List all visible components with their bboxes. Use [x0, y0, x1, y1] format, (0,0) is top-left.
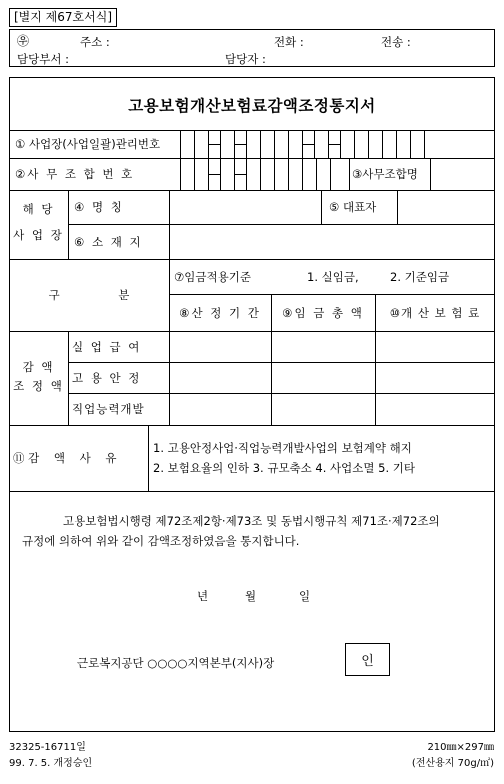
official-seal-box	[345, 643, 390, 676]
date-day-label: 일	[299, 589, 311, 603]
form-number-tag: [별지 제67호서식]	[9, 8, 117, 27]
calculation-period-label: ⑧산 정 기 간	[179, 305, 261, 320]
wage-basis-label: ⑦임금적용기준	[174, 269, 251, 284]
employment-stability-label: 고 용 안 정	[72, 370, 142, 385]
vocational-development-label: 직업능력개발	[72, 402, 145, 416]
reduction-amount-label-2: 조 정 액	[13, 379, 64, 393]
union-name-label: ③사무조합명	[352, 167, 418, 181]
paper-type: (전산용지 70g/㎡)	[411, 758, 494, 769]
business-name-label: ④ 명 칭	[74, 200, 124, 214]
reason-line-1: 1. 고용안정사업·직업능력개발사업의 보험계약 해지	[153, 441, 412, 455]
wage-basis-option-actual: 1. 실임금,	[307, 269, 359, 284]
estimated-premium-label: ⑩개 산 보 험 료	[389, 305, 481, 320]
reduction-reason-label: ⑪ 감 액 사 유	[13, 451, 117, 465]
reason-line-2: 2. 보험요율의 인하 3. 규모축소 4. 사업소멸 5. 기타	[153, 461, 415, 475]
issuer-name: 근로복지공단 ○○○○지역본부(지사)장	[77, 656, 275, 670]
workplace-label-2: 사 업 장	[13, 228, 64, 242]
department-label: 담당부서 :	[17, 52, 69, 66]
notice-text-line-1: 고용보험법시행령 제72조제2항·제73조 및 동법시행규칙 제71조·제72조의	[63, 514, 440, 528]
location-label: ⑥ 소 재 지	[74, 234, 143, 249]
reduction-amount-label: 감 액	[22, 360, 55, 374]
representative-label: ⑤ 대표자	[329, 200, 377, 214]
union-number-label: ②사 무 조 합 번 호	[15, 167, 135, 181]
postal-mark-icon: ㉾	[17, 34, 30, 48]
date-year-label: 년	[197, 589, 209, 603]
paper-size: 210㎜×297㎜	[427, 742, 494, 753]
division-label: 구 분	[48, 288, 130, 302]
approval-note: 99. 7. 5. 개정승인	[9, 758, 93, 769]
management-number-label: ① 사업장(사업일괄)관리번호	[15, 137, 161, 151]
notice-text-line-2: 규정에 의하여 위와 같이 감액조정하였음을 통지합니다.	[22, 534, 300, 548]
phone-label: 전화 :	[274, 35, 304, 49]
total-wage-label: ⑨임 금 총 액	[282, 305, 364, 320]
address-label: 주소 :	[80, 35, 110, 49]
form-code: 32325-16711일	[9, 742, 86, 753]
date-month-label: 월	[245, 589, 257, 603]
wage-basis-option-standard: 2. 기준임금	[390, 269, 450, 284]
person-in-charge-label: 담당자 :	[225, 52, 266, 66]
fax-label: 전송 :	[381, 35, 411, 49]
document-title: 고용보험개산보험료감액조정통지서	[128, 97, 376, 115]
workplace-label: 해 당	[22, 202, 55, 216]
seal-mark: 인	[361, 654, 374, 669]
unemployment-benefit-label: 실 업 급 여	[72, 339, 142, 354]
